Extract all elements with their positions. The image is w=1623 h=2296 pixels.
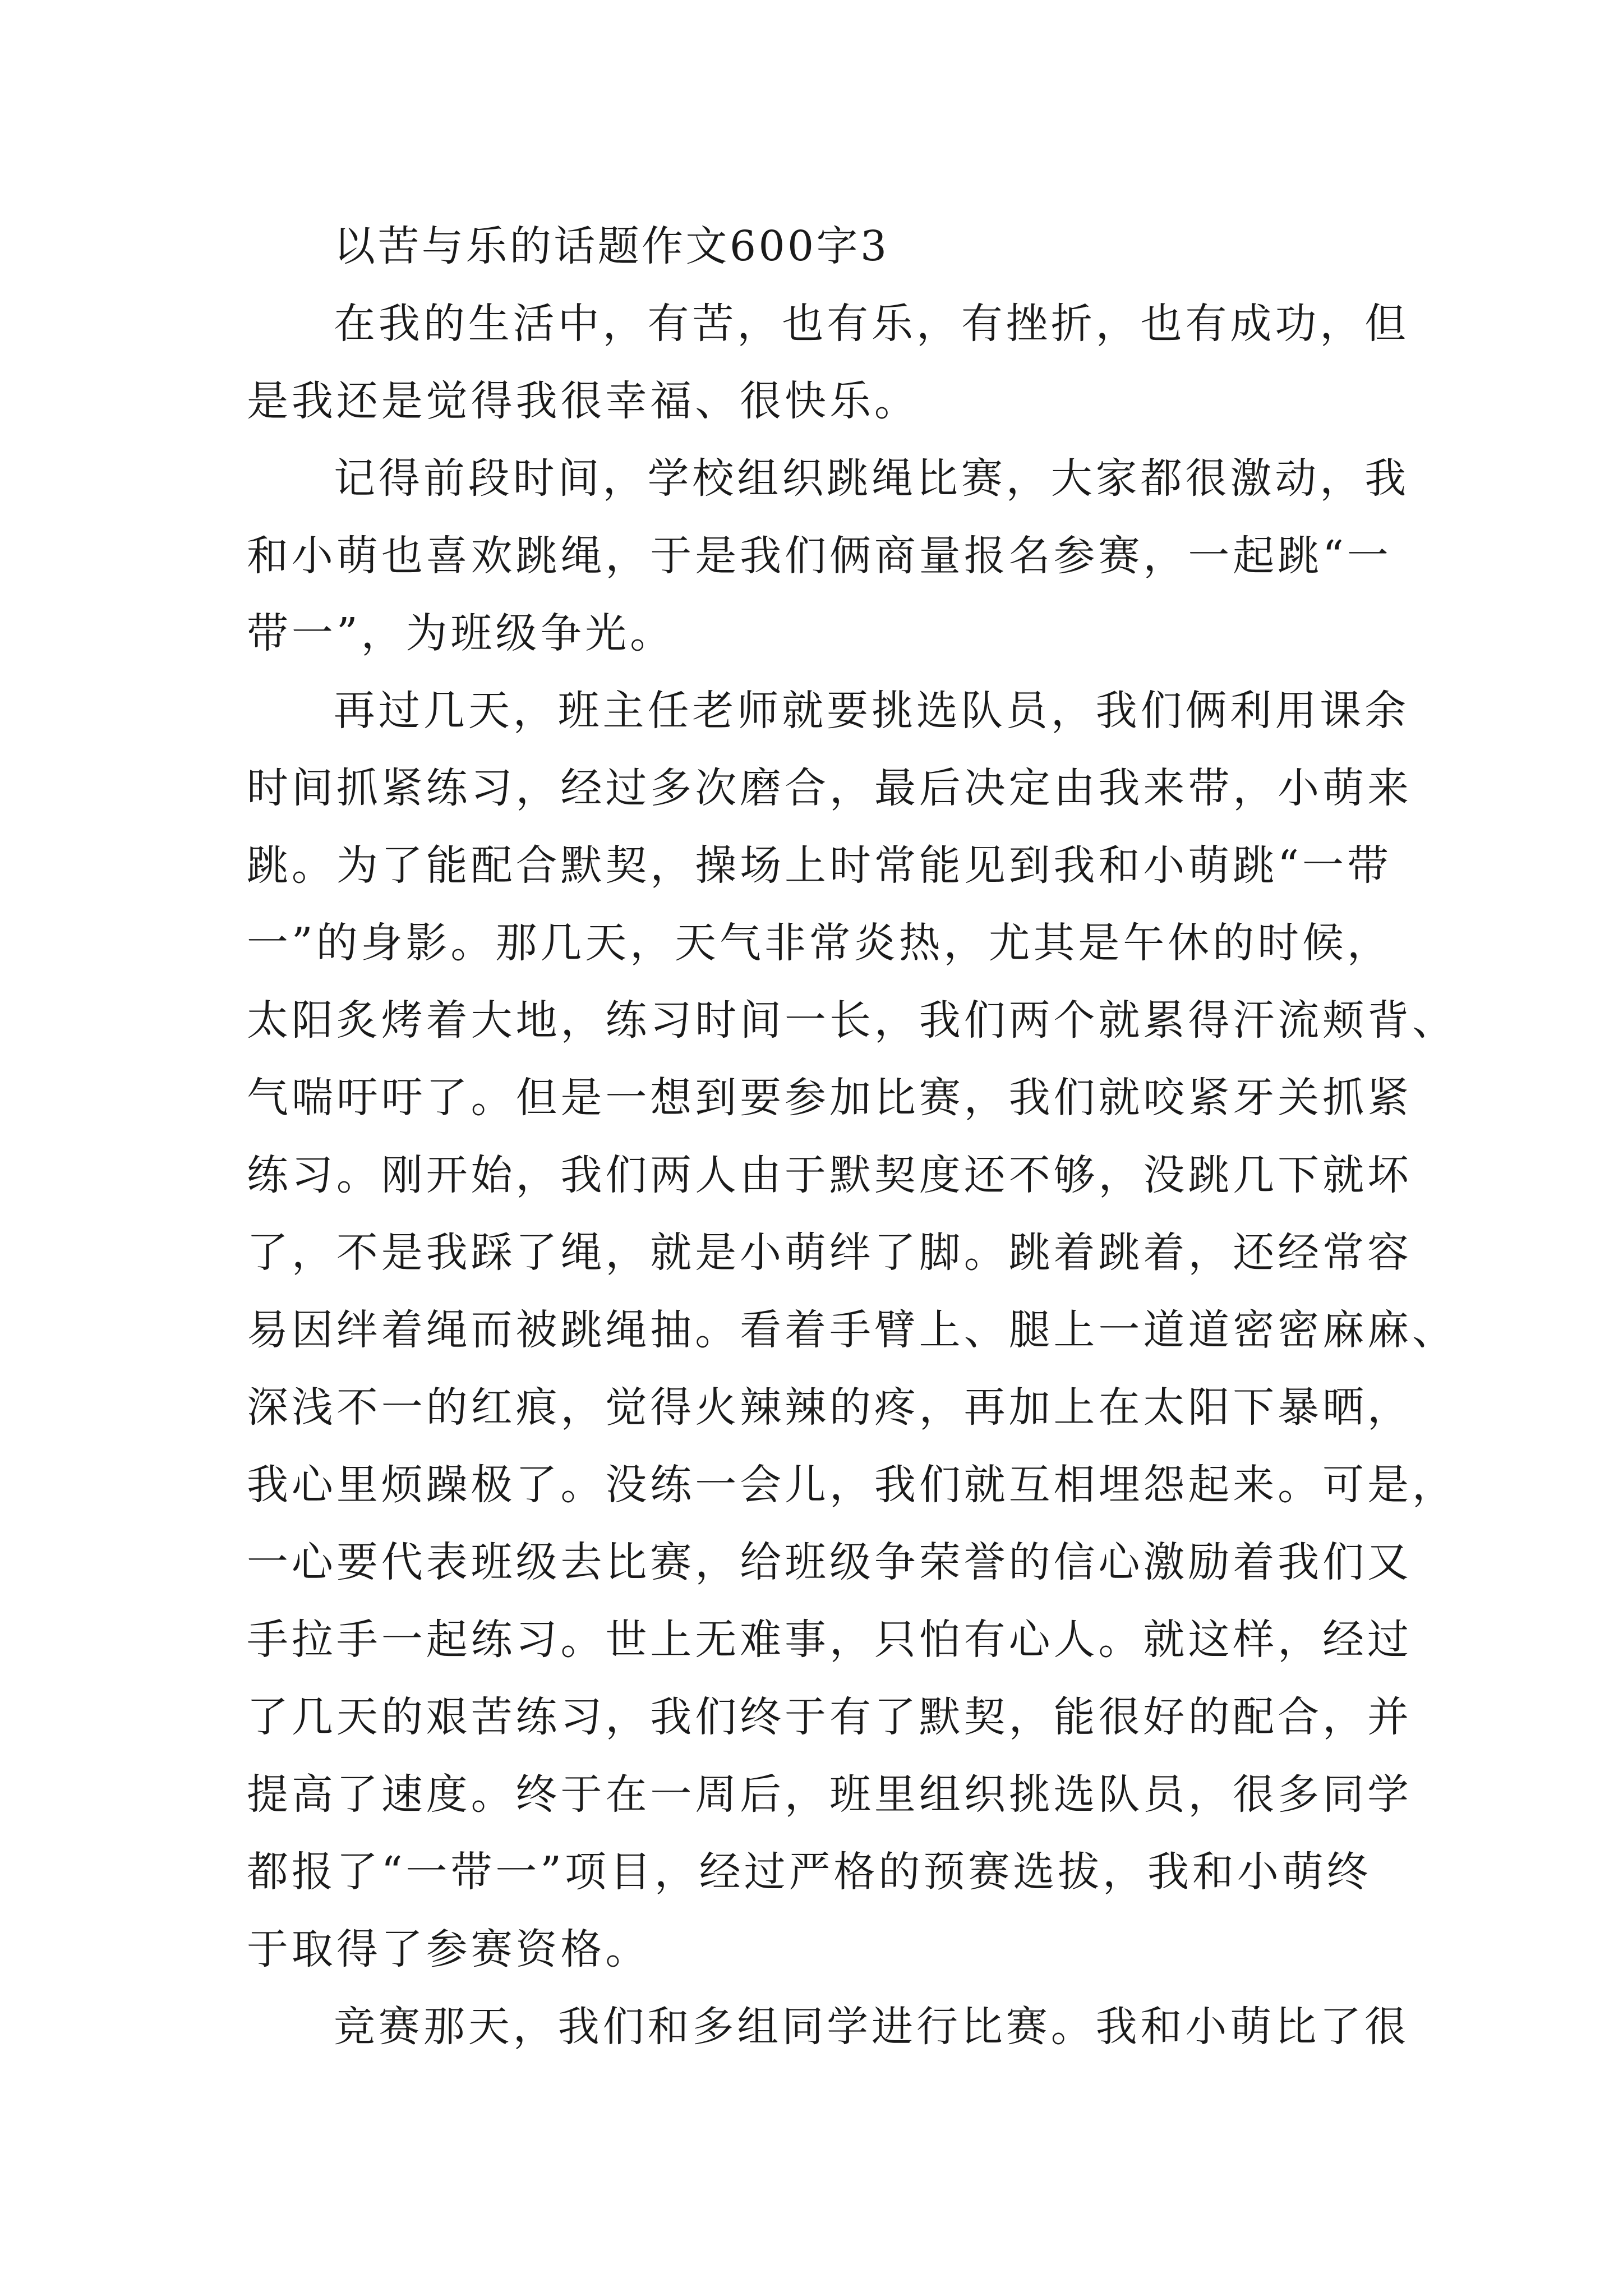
- paragraph-2-line-1: 记得前段时间，学校组织跳绳比赛，大家都很激动，我: [334, 454, 1410, 503]
- paragraph-3-line-8: 了，不是我踩了绳，就是小萌绊了脚。跳着跳着，还经常容: [247, 1228, 1412, 1277]
- paragraph-3-line-5: 太阳炙烤着大地，练习时间一长，我们两个就累得汗流颊背、: [247, 996, 1457, 1045]
- paragraph-3-line-9: 易因绊着绳而被跳绳抽。看着手臂上、腿上一道道密密麻麻、: [247, 1306, 1457, 1354]
- paragraph-3-line-12: 一心要代表班级去比赛，给班级争荣誉的信心激励着我们又: [247, 1538, 1412, 1586]
- paragraph-3-line-17: 于取得了参赛资格。: [247, 1925, 651, 1973]
- document-body: [247, 208, 1457, 2065]
- paragraph-3-line-13: 手拉手一起练习。世上无难事，只怕有心人。就这样，经过: [247, 1616, 1412, 1664]
- paragraph-3-line-2: 时间抓紧练习，经过多次磨合，最后决定由我来带，小萌来: [247, 764, 1412, 812]
- paragraph-3-line-4: 一”的身影。那几天，天气非常炎热，尤其是午休的时候，: [247, 919, 1392, 967]
- paragraph-4-line-1: 竞赛那天，我们和多组同学进行比赛。我和小萌比了很: [334, 2003, 1410, 2051]
- paragraph-1-line-2: 是我还是觉得我很幸福、很快乐。: [247, 377, 919, 425]
- paragraph-3-line-16: 都报了“一带一”项目，经过严格的预赛选拔，我和小萌终: [247, 1848, 1372, 1896]
- paragraph-3-line-14: 了几天的艰苦练习，我们终于有了默契，能很好的配合，并: [247, 1693, 1412, 1741]
- paragraph-3-line-11: 我心里烦躁极了。没练一会儿，我们就互相埋怨起来。可是，: [247, 1461, 1457, 1509]
- paragraph-3-line-3: 跳。为了能配合默契，操场上时常能见到我和小萌跳“一带: [247, 841, 1392, 890]
- paragraph-2-line-3: 带一”，为班级争光。: [247, 609, 675, 657]
- paragraph-3-line-1: 再过几天，班主任老师就要挑选队员，我们俩利用课余: [334, 687, 1410, 735]
- paragraph-3-line-6: 气喘吁吁了。但是一想到要参加比赛，我们就咬紧牙关抓紧: [247, 1074, 1412, 1122]
- paragraph-2-line-2: 和小萌也喜欢跳绳，于是我们俩商量报名参赛，一起跳“一: [247, 532, 1392, 580]
- paragraph-3-line-10: 深浅不一的红痕，觉得火辣辣的疼，再加上在太阳下暴晒，: [247, 1383, 1412, 1432]
- paragraph-3-line-7: 练习。刚开始，我们两人由于默契度还不够，没跳几下就坏: [247, 1151, 1412, 1199]
- paragraph-3-line-15: 提高了速度。终于在一周后，班里组织挑选队员，很多同学: [247, 1770, 1412, 1819]
- essay-title: 以苦与乐的话题作文600字3: [334, 222, 889, 270]
- paragraph-1-line-1: 在我的生活中，有苦，也有乐，有挫折，也有成功，但: [334, 300, 1410, 348]
